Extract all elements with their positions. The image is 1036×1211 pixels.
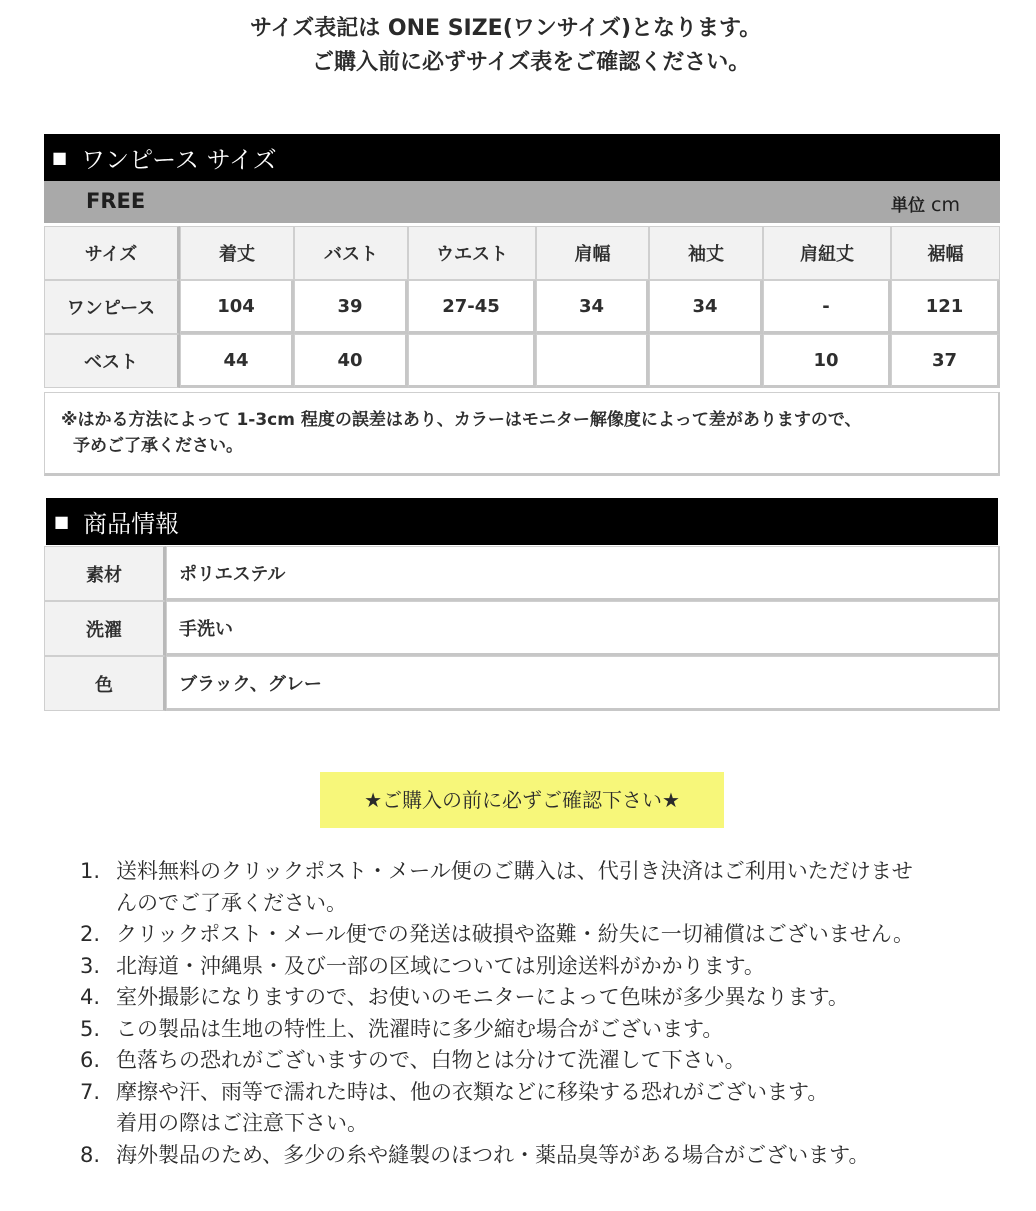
- list-number: 8.: [80, 1142, 101, 1167]
- table-cell: 40: [294, 334, 408, 388]
- table-cell: 34: [649, 280, 763, 334]
- square-bullet-icon: ■: [54, 512, 70, 531]
- list-item: [80, 856, 914, 919]
- col-header-size: サイズ: [44, 226, 180, 280]
- list-text: 摩擦や汗、雨等で濡れた時は、他の衣類などに移染する恐れがございます。: [116, 1079, 829, 1104]
- product-key-color: 色: [44, 656, 166, 711]
- product-key-material: 素材: [44, 546, 166, 601]
- free-size-label: FREE: [86, 189, 146, 213]
- size-table: [44, 226, 1000, 388]
- product-section-header: [46, 498, 998, 545]
- list-item: [80, 1045, 914, 1077]
- table-cell: 34: [536, 280, 649, 334]
- list-item: [80, 982, 914, 1014]
- table-cell: 121: [891, 280, 1000, 334]
- unit-label-text: 単位: [890, 196, 925, 216]
- product-row-color: [44, 656, 1000, 711]
- table-cell: 10: [763, 334, 891, 388]
- row-header-vest: ベスト: [44, 334, 180, 388]
- list-item: [80, 951, 914, 983]
- table-cell: 27-45: [408, 280, 536, 334]
- list-number: 4.: [80, 985, 101, 1009]
- product-value-material: ポリエステル: [166, 546, 1000, 601]
- table-cell: [649, 334, 763, 388]
- product-info-table: [44, 546, 1000, 711]
- table-cell: [408, 334, 536, 388]
- product-value-color: ブラック、グレー: [166, 656, 1000, 711]
- list-text: 北海道・沖縄県・及び一部の区域については別途送料がかかります。: [116, 953, 765, 978]
- list-text: 送料無料のクリックポスト・メール便のご購入は、代引き決済はご利用いただけませ: [116, 859, 913, 883]
- size-section-title: ワンピース サイズ: [81, 146, 277, 174]
- unit-label: [891, 191, 960, 216]
- size-note-line-1: ※はかる方法によって 1-3cm 程度の誤差はあり、カラーはモニター解像度によって差がありますので、: [61, 410, 862, 430]
- table-cell: 44: [180, 334, 294, 388]
- col-header-shoulder: 肩幅: [536, 226, 649, 280]
- list-text: この製品は生地の特性上、洗濯時に多少縮む場合がございます。: [116, 1016, 724, 1041]
- list-text: 室外撮影になりますので、お使いのモニターによって色味が多少異なります。: [116, 985, 849, 1009]
- col-header-strap: 肩紐丈: [763, 226, 891, 280]
- size-table-row-vest: [44, 334, 1000, 388]
- list-item: [80, 1140, 914, 1172]
- table-cell: 104: [180, 280, 294, 334]
- square-bullet-icon: ■: [52, 148, 68, 167]
- table-cell: 37: [891, 334, 1000, 388]
- size-note: [44, 392, 1000, 476]
- list-number: 3.: [80, 953, 101, 978]
- size-section-header: [44, 134, 1000, 181]
- col-header-bust: バスト: [294, 226, 408, 280]
- size-subheader: [44, 181, 1000, 223]
- list-text: 海外製品のため、多少の糸や縫製のほつれ・薬品臭等がある場合がございます。: [116, 1142, 870, 1167]
- list-item: [80, 1077, 914, 1140]
- list-text: クリックポスト・メール便での発送は破損や盗難・紛失に一切補償はございません。: [116, 922, 914, 946]
- col-header-waist: ウエスト: [408, 226, 536, 280]
- size-table-header-row: [44, 226, 1000, 280]
- product-section-title: 商品情報: [83, 510, 180, 538]
- product-value-washing: 手洗い: [166, 601, 1000, 656]
- table-cell: 39: [294, 280, 408, 334]
- row-header-onepiece: ワンピース: [44, 280, 180, 334]
- list-item: [80, 1014, 914, 1046]
- col-header-length: 着丈: [180, 226, 294, 280]
- list-number: 2.: [80, 922, 101, 946]
- list-text: んのでご了承ください。: [116, 890, 347, 915]
- list-item: [80, 919, 914, 951]
- product-key-washing: 洗濯: [44, 601, 166, 656]
- intro-line-2: ご購入前に必ずサイズ表をご確認ください。: [312, 50, 751, 75]
- size-note-line-2: 予めご了承ください。: [73, 436, 243, 456]
- list-number: 7.: [80, 1079, 101, 1104]
- size-table-row-onepiece: [44, 280, 1000, 334]
- list-number: 5.: [80, 1016, 101, 1041]
- table-cell: [536, 334, 649, 388]
- notice-banner: ★ご購入の前に必ずご確認下さい★: [320, 772, 724, 828]
- product-row-material: [44, 546, 1000, 601]
- unit-value: cm: [931, 194, 960, 216]
- product-row-washing: [44, 601, 1000, 656]
- col-header-hem: 裾幅: [891, 226, 1000, 280]
- intro-line-1: サイズ表記は ONE SIZE(ワンサイズ)となります。: [250, 16, 762, 41]
- list-text: 着用の際はご注意下さい。: [116, 1111, 368, 1135]
- list-number: 6.: [80, 1048, 101, 1072]
- table-cell: -: [763, 280, 891, 334]
- list-number: 1.: [80, 859, 101, 883]
- rules-list: [80, 856, 914, 1171]
- list-text: 色落ちの恐れがございますので、白物とは分けて洗濯して下さい。: [116, 1048, 746, 1072]
- col-header-sleeve: 袖丈: [649, 226, 763, 280]
